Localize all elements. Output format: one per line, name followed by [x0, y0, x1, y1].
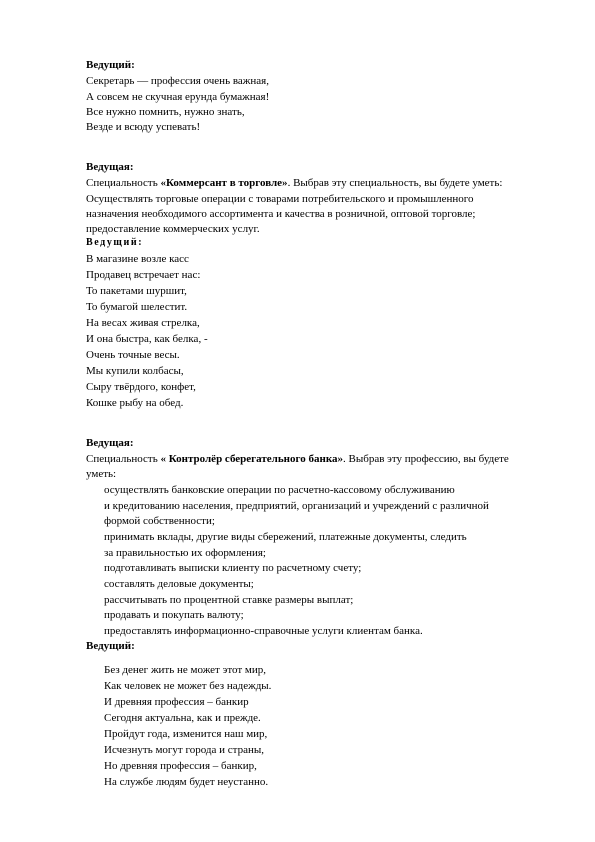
duty-line: и кредитованию населения, предприятий, организаций и учреждений с различной	[104, 500, 489, 512]
verse-line: На весах живая стрелка,	[86, 317, 200, 329]
verse-line: Без денег жить не может этот мир,	[104, 664, 266, 676]
verse-line: Очень точные весы.	[86, 349, 180, 361]
verse-line: Сегодня актуальна, как и прежде.	[104, 712, 261, 724]
paragraph-line: Осуществлять торговые операции с товарами потребительского и промышленного	[86, 193, 474, 205]
block3-heading: Ведущий:	[86, 237, 144, 248]
block2-heading: Ведущая:	[86, 161, 134, 173]
duty-line: предоставлять информационно-справочные услуги клиентам банка.	[104, 625, 423, 637]
block4-heading: Ведущая:	[86, 437, 134, 449]
specialty-prefix: Специальность	[86, 177, 161, 189]
verse-line: Пройдут года, изменится наш мир,	[104, 728, 268, 740]
verse-line: То пакетами шуршит,	[86, 285, 187, 297]
duty-line: подготавливать выписки клиенту по расчетному счету;	[104, 562, 362, 574]
verse-line: Кошке рыбу на обед.	[86, 397, 184, 409]
verse-line: В магазине возле касс	[86, 253, 189, 265]
verse-line: Как человек не может без надежды.	[104, 680, 272, 692]
verse-line: То бумагой шелестит.	[86, 301, 188, 313]
verse-line: И древняя профессия – банкир	[104, 696, 249, 708]
duty-line: продавать и покупать валюту;	[104, 609, 244, 621]
specialty-line-cont: уметь:	[86, 468, 117, 480]
duty-line: формой собственности;	[104, 515, 215, 527]
verse-line: Сыру твёрдого, конфет,	[86, 381, 196, 393]
verse-line: Везде и всюду успевать!	[86, 121, 201, 133]
verse-line: Все нужно помнить, нужно знать,	[86, 106, 245, 118]
specialty-prefix: Специальность	[86, 453, 161, 465]
specialty-line	[86, 176, 502, 190]
specialty-suffix: . Выбрав эту профессию, вы будете	[343, 453, 509, 465]
block5-heading: Ведущий:	[86, 640, 135, 652]
duty-line: за правильностью их оформления;	[104, 547, 266, 559]
specialty-line	[86, 452, 509, 466]
duty-line: принимать вклады, другие виды сбережений, платежные документы, следить	[104, 531, 467, 543]
specialty-suffix: . Выбрав эту специальность, вы будете уметь:	[287, 177, 503, 189]
duty-line: осуществлять банковские операции по расчетно-кассовому обслуживанию	[104, 484, 455, 496]
verse-line: Продавец встречает нас:	[86, 269, 201, 281]
verse-line: И она быстра, как белка, -	[86, 333, 208, 345]
duty-line: составлять деловые документы;	[104, 578, 254, 590]
specialty-name: « Контролёр сберегательного банка»	[160, 453, 343, 465]
verse-line: Секретарь — профессия очень важная,	[86, 75, 269, 87]
verse-line: А совсем не скучная ерунда бумажная!	[86, 91, 270, 103]
duty-line: рассчитывать по процентной ставке размеры выплат;	[104, 594, 354, 606]
verse-line: Исчезнуть могут города и страны,	[104, 744, 265, 756]
paragraph-line: назначения необходимого ассортимента и качества в розничной, оптовой торговле;	[86, 208, 476, 220]
verse-line: Мы купили колбасы,	[86, 365, 184, 377]
verse-line: Но древняя профессия – банкир,	[104, 760, 257, 772]
paragraph-line: предоставление коммерческих услуг.	[86, 223, 260, 235]
block1-heading: Ведущий:	[86, 59, 135, 71]
verse-line: На службе людям будет неустанно.	[104, 776, 269, 788]
specialty-name: «Коммерсант в торговле»	[160, 177, 288, 189]
